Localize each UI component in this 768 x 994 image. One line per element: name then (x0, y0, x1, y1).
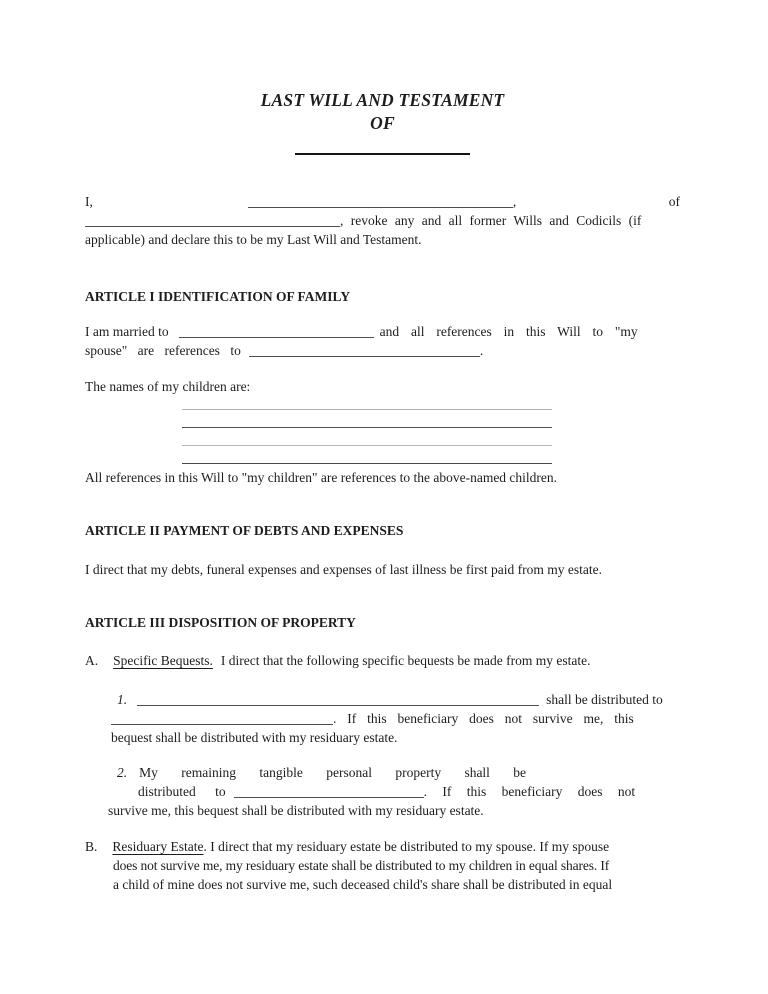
specific-bequest-item-1 (85, 690, 680, 747)
section-b-line-2: does not survive me, my residuary estate shall be distributed to my children in equal shares. If (113, 858, 610, 873)
item-1-line-2 (85, 709, 680, 728)
bequest-beneficiary-blank[interactable] (111, 711, 333, 725)
opening-pronoun: I, (85, 194, 93, 209)
spouse-reference-blank[interactable] (249, 343, 480, 357)
section-a-label: A. (85, 653, 99, 668)
item-1-number: 1. (117, 692, 128, 707)
marriage-line-2-period: . (479, 343, 484, 358)
opening-paragraph (85, 192, 680, 249)
spouse-name-blank[interactable] (179, 324, 374, 338)
item-2-distributed-to-text: distributed to (138, 784, 226, 799)
item-2-line-3: survive me, this bequest shall be distributed with my residuary estate. (108, 803, 484, 818)
item-2-line-1-text: My remaining tangible personal property shall be (139, 765, 527, 780)
document-title (85, 89, 680, 135)
section-a-intro-line (85, 651, 680, 670)
child-name-line-3[interactable] (182, 445, 552, 446)
marriage-paragraph (85, 322, 680, 360)
opening-of: of (668, 194, 680, 209)
title-line-2: OF (370, 113, 395, 133)
marriage-line-1-text: and all references in this Will to "my (379, 324, 638, 339)
item-1-line-3: bequest shall be distributed with my residuary estate. (111, 730, 398, 745)
section-b-line-3: a child of mine does not survive me, such deceased child's share shall be distributed in equal (113, 877, 613, 892)
opening-line-2 (85, 211, 680, 230)
child-name-line-2[interactable] (182, 427, 552, 428)
specific-bequest-item-2 (85, 763, 680, 820)
marriage-line-1 (85, 322, 680, 341)
item-1-line-2-text: . If this beneficiary does not survive me, this (333, 711, 634, 726)
bequest-description-blank[interactable] (137, 692, 539, 706)
child-name-line-4[interactable] (182, 463, 552, 464)
tangible-property-beneficiary-blank[interactable] (234, 784, 424, 798)
article-iii-heading: ARTICLE III DISPOSITION OF PROPERTY (85, 615, 356, 630)
item-2-line-2-text: . If this beneficiary does not (423, 784, 636, 799)
title-line-1: LAST WILL AND TESTAMENT (260, 90, 505, 110)
debts-paragraph: I direct that my debts, funeral expenses and expenses of last illness be first paid from my estate. (85, 562, 602, 577)
item-2-line-1 (85, 763, 680, 782)
item-1-line-1 (85, 690, 680, 709)
children-name-lines (85, 409, 680, 464)
testator-name-heading-blank[interactable] (295, 153, 470, 155)
section-a-title: Specific Bequests. (113, 653, 213, 668)
marriage-line-2 (85, 341, 680, 360)
item-2-number: 2. (117, 765, 128, 780)
opening-line-1 (85, 192, 680, 211)
section-b-line-1 (85, 837, 680, 856)
spouse-reference-text: spouse" are references to (85, 343, 241, 358)
children-intro: The names of my children are: (85, 379, 251, 394)
residuary-estate-paragraph (85, 837, 680, 894)
section-a-intro-text: I direct that the following specific bequests be made from my estate. (220, 653, 591, 668)
item-2-line-2 (85, 782, 680, 801)
section-b-title: Residuary Estate (112, 839, 204, 854)
testator-name-blank[interactable] (248, 194, 513, 208)
opening-comma: , (512, 194, 517, 209)
section-b-line-1-text: . I direct that my residuary estate be distributed to my spouse. If my spouse (203, 839, 610, 854)
item-1-line-1-text: shall be distributed to (546, 692, 663, 707)
testator-residence-blank[interactable] (85, 213, 340, 227)
married-to-text: I am married to (85, 324, 169, 339)
section-b-label: B. (85, 839, 98, 854)
opening-line-2-text: , revoke any and all former Wills and Codicils (if (340, 213, 642, 228)
article-i-heading: ARTICLE I IDENTIFICATION OF FAMILY (85, 289, 351, 304)
child-name-line-1[interactable] (182, 409, 552, 410)
opening-line-3: applicable) and declare this to be my Last Will and Testament. (85, 232, 422, 247)
article-ii-heading: ARTICLE II PAYMENT OF DEBTS AND EXPENSES (85, 523, 404, 538)
children-note: All references in this Will to "my children" are references to the above-named children. (85, 470, 558, 485)
